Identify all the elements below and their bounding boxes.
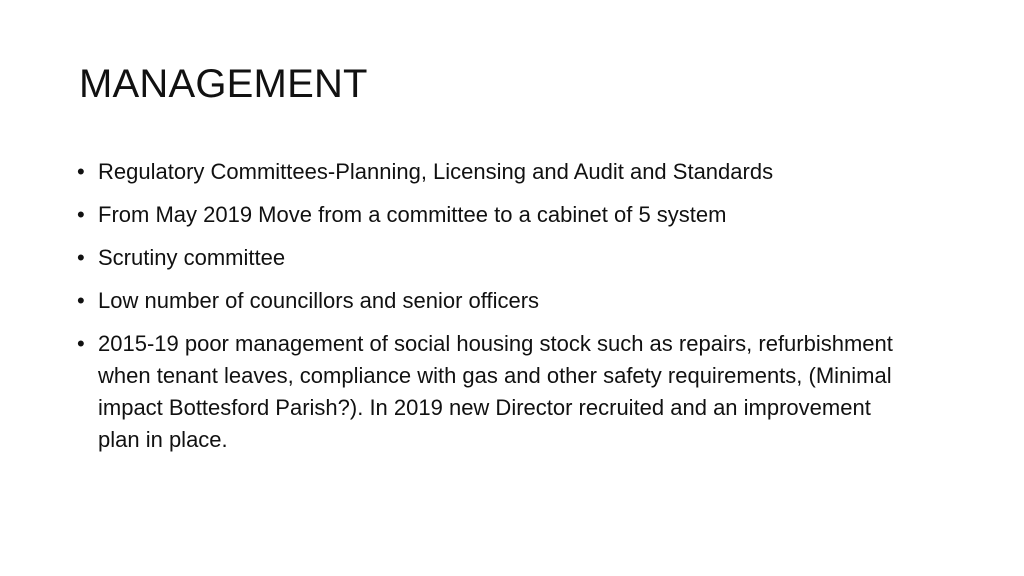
bullet-list [77, 156, 957, 467]
bullet-item [77, 199, 957, 231]
bullet-item [77, 242, 957, 274]
bullet-dot-icon: • [77, 202, 85, 227]
bullet-dot-icon: • [77, 245, 85, 270]
bullet-text: 2015-19 poor management of social housing stock such as repairs, refurbishment when tenant leaves, compliance with gas and other safety requirements, (Minimal impact Bottesford Parish?). In 2019 new Director recruited and an improvement plan in place. [98, 331, 893, 452]
bullet-item [77, 156, 957, 188]
bullet-text: From May 2019 Move from a committee to a cabinet of 5 system [98, 202, 727, 227]
bullet-item [77, 328, 918, 456]
bullet-text: Regulatory Committees-Planning, Licensing and Audit and Standards [98, 159, 774, 184]
bullet-dot-icon: • [77, 288, 85, 313]
bullet-dot-icon: • [77, 331, 85, 356]
bullet-text: Scrutiny committee [98, 245, 286, 270]
bullet-text: Low number of councillors and senior officers [98, 288, 540, 313]
bullet-dot-icon: • [77, 159, 85, 184]
bullet-item [77, 285, 957, 317]
slide-title: MANAGEMENT [79, 62, 368, 106]
